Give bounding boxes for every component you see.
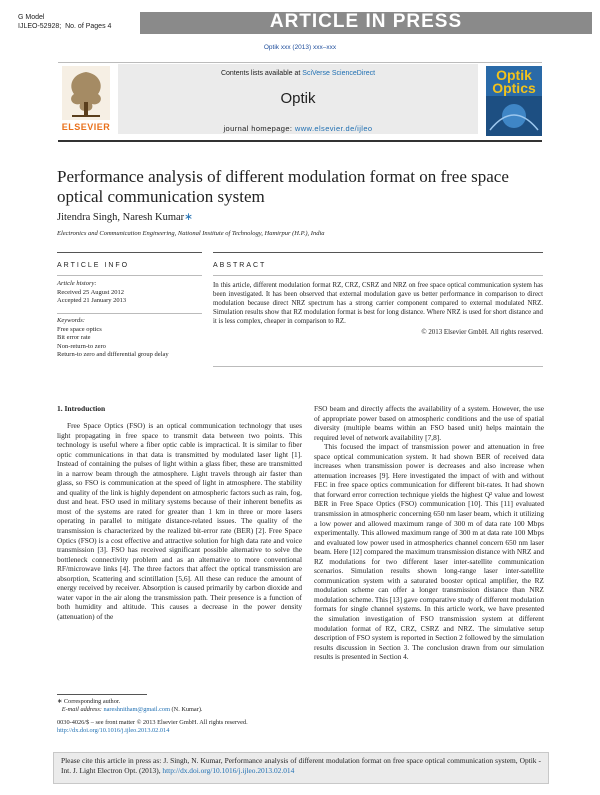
- body-column-right: [314, 404, 544, 662]
- article-code: IJLEO-52928;: [18, 23, 62, 30]
- keywords-rule: [57, 313, 202, 314]
- homepage-line: [118, 124, 478, 133]
- journal-cover-thumbnail[interactable]: [486, 66, 542, 136]
- abstract-heading: ABSTRACT: [213, 262, 267, 269]
- article-info-subrule: [57, 275, 202, 276]
- homepage-link[interactable]: www.elsevier.de/ijleo: [294, 124, 373, 133]
- paper-title: Performance analysis of different modulation format on free space optical communication system: [57, 167, 509, 206]
- body-paragraph: FSO beam and directly affects the availability of a system. However, the use of appropriate power based on atmospheric conditions and the use of spatial diversity (multiple beams within an FSO based unit) helps maintain the required level of network availability [7,8].: [314, 404, 544, 442]
- keywords-block: [57, 317, 202, 360]
- body-column-left: [57, 421, 302, 621]
- abstract-subrule: [213, 275, 543, 276]
- article-info-rule: [57, 252, 202, 253]
- footnotes: [57, 698, 203, 715]
- publisher-name: ELSEVIER: [61, 122, 111, 132]
- keyword-item: Bit error rate: [57, 334, 91, 341]
- issn-block: [57, 719, 248, 736]
- body-paragraph: Free Space Optics (FSO) is an optical communication technology that uses light propagating in free space to transmit data between two points. This technology is useful where a fiber optic cable is impractical. It is similar to fiber optic communications in that data is transmitted by modulated laser light [1]. Instead of containing the pulses of light within a glass fiber, these are transmitted in a narrow beam through the atmosphere. Light travels through air faster than glass, so FSO is communication at the speed of light in atmosphere. The stability and quality of the link is highly dependent on atmospheric factors such as rain, fog, dust and heat. FSO used in military systems because of their inherent benefits as most of the systems are rated for greater than 1 km in three or more lasers operating in parallel to mitigate distance-related issues. The quality of the transmission is characterized by the realized bit-error rate (BER) [2]. Free Space Optics (FSO) is a cost effective and attractive solution for high data rate and voice transmission [3]. FSO has received significant possible alternative to solve the bottleneck connectivity problem and as an alternative to more conventional RF/microwave links [4]. The three factors that affect the optical transmission are absorption, Scattering and scintillation [5,6]. All these can reduce the amount of energy received by receiver. Absorption is caused primarily by carbon dioxide and water vapor in the air along the transmission path. Their presence is a function of both humidity and altitude. This causes a decrease in the power density (attenuation) of the: [57, 421, 302, 621]
- article-meta-header: [18, 13, 111, 31]
- citation-doi-link[interactable]: http://dx.doi.org/10.1016/j.ijleo.2013.02.014: [162, 766, 295, 775]
- email-label: E-mail address:: [61, 706, 102, 714]
- cover-title: [486, 69, 542, 95]
- journal-title: Optik: [280, 90, 316, 107]
- history-label: Article history:: [57, 280, 97, 287]
- doi-link[interactable]: http://dx.doi.org/10.1016/j.ijleo.2013.02.014: [57, 727, 170, 735]
- citation-text: [61, 756, 541, 776]
- abstract-text: In this article, different modulation format RZ, CRZ, CSRZ and NRZ on free space optical communication system has been investigated. It has been observed that external modulation gave us better performance in comparison to direct modulation because direct NRZ spectrum has a strong carrier component compared to external modulated NRZ. Simulation results show that RZ modulation format is best for long distance. Where NRZ is used for short distance and it is less complex, cheaper in comparison to RZ.: [213, 282, 543, 326]
- keyword-item: Free space optics: [57, 325, 102, 333]
- journal-reference[interactable]: Optik xxx (2013) xxx–xxx: [263, 44, 337, 51]
- authors: Jitendra Singh, Naresh Kumar: [57, 212, 185, 223]
- banner-text: ARTICLE IN PRESS: [269, 11, 463, 32]
- masthead-bottom-rule: [58, 140, 542, 142]
- corresponding-author-mark[interactable]: ∗: [184, 212, 193, 223]
- email-suffix: (N. Kumar).: [171, 706, 203, 714]
- abstract-copyright: © 2013 Elsevier GmbH. All rights reserved.: [421, 329, 543, 336]
- corresponding-author-note: ∗ Corresponding author.: [57, 698, 121, 705]
- affiliation: Electronics and Communication Engineering, National Institute of Technology, Hamirpur (H.P.), India: [57, 230, 325, 237]
- email-link[interactable]: nareshnitham@gmail.com: [103, 706, 170, 714]
- keyword-item: Return-to zero and differential group delay: [57, 351, 169, 358]
- sciencedirect-link[interactable]: SciVerse ScienceDirect: [302, 70, 376, 77]
- accepted-date: Accepted 21 January 2013: [57, 297, 127, 304]
- elsevier-tree-logo-icon: [62, 66, 110, 120]
- homepage-prefix: journal homepage:: [223, 124, 295, 133]
- page-count: No. of Pages 4: [65, 23, 112, 30]
- received-date: Received 25 August 2012: [57, 288, 124, 296]
- body-paragraph: This focused the impact of transmission power and attenuation in free space optical communication system. It had shown BER of received data increases when transmission power is decreases and also increase when attenuation increases [9]. Here investigated the impact of with and without FEC in free space optics communication for different bit-rates. It had shown that forward error correction technique yields the highest Q² value and lowest BER in Free Space Optics (FSO) communication [10]. This [11] evaluated transmission in atmospheric concerning 650 nm laser beam, which it utilizing a low power and allowed maximum range of 300 m of data rate 100 Mbps experimentally. This allowed maximum range of 300 m at data rate 100 Mbps and evaluated low power used in atmospherics channel concern 650 nm laser beam. Here [12] compared the maximum transmission distance with NRZ and RZ modulations for two different laser inter-satellite communication scenarios. Simulation results shown long-range laser inter-satellite communication system with a saturated booster optical amplifier, the RZ modulation scheme can offer a longer transmission distance than NRZ modulation scheme. This [13] gave comparative study of different modulation formats for single channel systems. In this article work, we have presented the simulation investigation of FSO transmission system at different modulation format of RZ, CRZ, CSRZ and NRZ. The simulative setup description of FSO system is reported in Section 2 followed by the simulation results discussion in Section 3. The conclusion drawn from our simulation results is presented in Section 4.: [314, 442, 544, 662]
- section-heading-introduction: 1. Introduction: [57, 404, 106, 413]
- cover-title-line1: Optik: [496, 67, 532, 83]
- author-list: [57, 211, 193, 223]
- issn-line: 0030-4026/$ – see front matter © 2013 Elsevier GmbH. All rights reserved.: [57, 719, 248, 726]
- cover-title-line2: Optics: [492, 80, 536, 96]
- keyword-item: Non-return-to zero: [57, 342, 106, 350]
- citation-prefix: Please cite this article in press as: J. Singh, N. Kumar, Performance analysis of different modulation format on free space optical communication system, Optik - Int. J. Light Electron Opt. (2013),: [61, 756, 541, 775]
- contents-line: [118, 70, 478, 77]
- cover-art-icon: [486, 96, 542, 136]
- article-info-heading: ARTICLE INFO: [57, 262, 130, 269]
- article-history: [57, 280, 202, 306]
- model-label: G Model: [18, 14, 45, 21]
- abstract-rule: [213, 252, 543, 253]
- footnote-rule: [57, 694, 147, 695]
- keywords-label: Keywords:: [57, 317, 85, 324]
- abstract-end-rule: [213, 366, 543, 367]
- masthead-top-rule: [58, 62, 542, 63]
- contents-prefix: Contents lists available at: [220, 70, 303, 77]
